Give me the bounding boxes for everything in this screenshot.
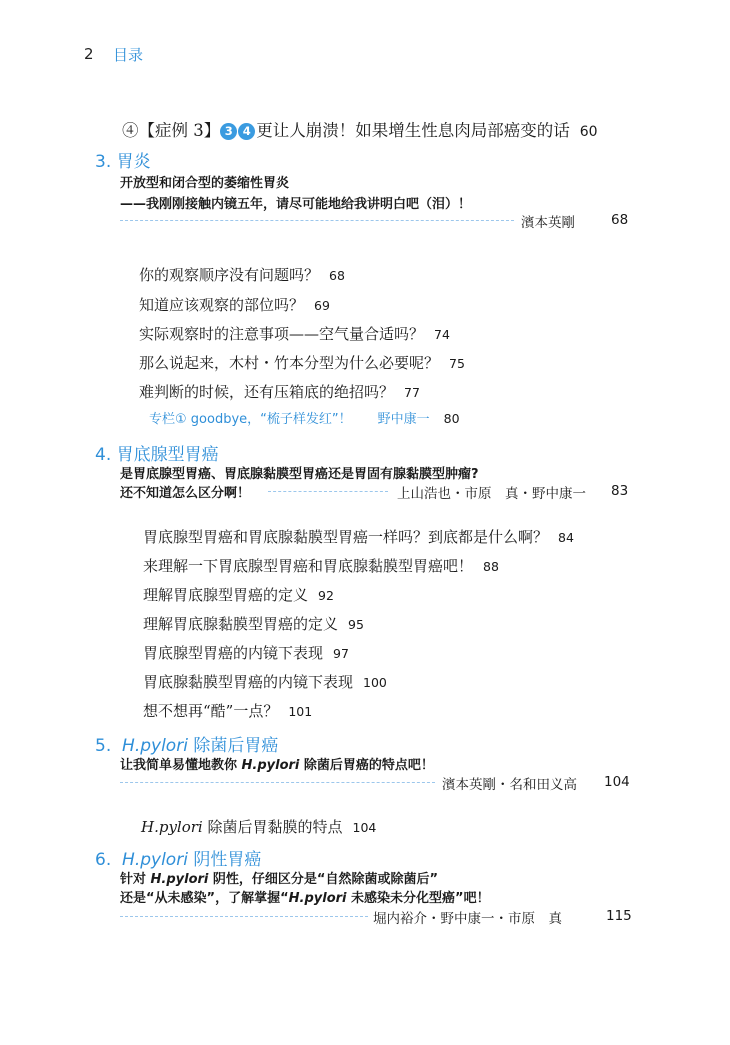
section-6-subtitle-2-italic: H.pylori — [288, 891, 347, 906]
toc-item-italic: H.pylori — [141, 818, 203, 836]
section-6-subtitle-1b: 阴性，仔细区分是“自然除菌或除菌后” — [208, 872, 439, 887]
toc-item[interactable] — [139, 352, 465, 373]
section-5-subtitle-b: 除菌后胃癌的特点吧！ — [299, 758, 434, 773]
section-5-subtitle — [120, 754, 434, 773]
toc-item-page: 74 — [434, 327, 450, 342]
intro-entry[interactable] — [122, 117, 598, 141]
section-4-author: 上山浩也・市原 真・野中康一 — [397, 486, 586, 502]
section-5-title-italic: H.pylori — [122, 736, 188, 756]
section-4-subtitle-1: 是胃底腺型胃癌、胃底腺黏膜型胃癌还是胃固有腺黏膜型肿瘤? — [120, 467, 479, 482]
toc-item[interactable] — [141, 816, 376, 837]
case-badge-3: 3 — [220, 123, 237, 140]
toc-item[interactable] — [139, 323, 450, 344]
toc-item-page: 104 — [352, 820, 377, 835]
leader-dots — [268, 491, 388, 492]
section-3-page: 68 — [611, 212, 629, 228]
intro-text: 更让人崩溃！如果增生性息肉局部癌变的话 — [256, 121, 570, 140]
toc-item-page: 77 — [404, 385, 420, 400]
toc-item-page: 69 — [314, 298, 330, 313]
toc-item[interactable] — [143, 555, 499, 576]
column-label: 专栏① goodbye，“梳子样发红”！ — [149, 412, 352, 427]
section-5-subtitle-italic: H.pylori — [241, 758, 300, 773]
section-6-subtitle-2a: 还是“从未感染”，了解掌握“ — [120, 891, 289, 906]
toc-item[interactable] — [139, 381, 420, 402]
toc-item[interactable] — [143, 700, 312, 721]
toc-item-text: 除菌后胃黏膜的特点 — [202, 818, 343, 836]
toc-item-text: 想不想再“酷”一点？ — [143, 702, 279, 720]
toc-item-page: 88 — [483, 559, 499, 574]
column-entry[interactable] — [149, 408, 460, 427]
page-number: 2 — [84, 45, 94, 63]
toc-item-page: 101 — [288, 704, 313, 719]
section-6-number: 6. — [95, 850, 112, 870]
column-author: 野中康一 — [377, 412, 430, 427]
toc-item-text: 胃底腺型胃癌的内镜下表现 — [143, 644, 324, 662]
toc-item-page: 97 — [333, 646, 349, 661]
toc-item-text: 胃底腺型胃癌和胃底腺黏膜型胃癌一样吗？到底都是什么啊？ — [143, 528, 549, 546]
section-4-page: 83 — [611, 483, 629, 499]
toc-item-text: 知道应该观察的部位吗？ — [139, 296, 305, 314]
section-6-subtitle-1 — [120, 868, 438, 887]
toc-item-page: 84 — [558, 530, 574, 545]
toc-item[interactable] — [143, 642, 349, 663]
column-page: 80 — [443, 411, 460, 426]
toc-item[interactable] — [143, 613, 364, 634]
case-badge-4: 4 — [238, 123, 255, 140]
toc-item-text: 理解胃底腺黏膜型胃癌的定义 — [143, 615, 339, 633]
section-6-subtitle-2 — [120, 887, 490, 906]
section-5-author: 濱本英剛・名和田义高 — [442, 777, 577, 793]
section-6-title-rest: 阴性胃癌 — [187, 850, 262, 870]
section-5-title-rest: 除菌后胃癌 — [187, 736, 279, 756]
toc-item-page: 75 — [449, 356, 465, 371]
section-6-author: 堀内裕介・野中康一・市原 真 — [373, 911, 562, 927]
leader-dots — [120, 220, 514, 221]
toc-item-text: 难判断的时候，还有压箱底的绝招吗？ — [139, 383, 395, 401]
section-6-subtitle-2b: 未感染未分化型癌”吧！ — [346, 891, 490, 906]
section-6-subtitle-1-italic: H.pylori — [150, 872, 209, 887]
toc-item[interactable] — [143, 584, 334, 605]
leader-dots — [120, 782, 435, 783]
toc-item-text: 理解胃底腺型胃癌的定义 — [143, 586, 309, 604]
section-6-title[interactable] — [95, 845, 261, 870]
section-3-subtitle-1: 开放型和闭合型的萎缩性胃炎 — [120, 176, 290, 191]
toc-item-text: 胃底腺黏膜型胃癌的内镜下表现 — [143, 673, 354, 691]
section-3-title[interactable]: 3. 胃炎 — [95, 152, 151, 172]
intro-page: 60 — [579, 124, 598, 140]
intro-prefix: ④【症例 3】 — [122, 121, 221, 140]
section-4-subtitle-2: 还不知道怎么区分啊！ — [120, 486, 251, 501]
toc-item-page: 100 — [363, 675, 387, 690]
section-6-page: 115 — [606, 908, 632, 924]
toc-item-page: 92 — [318, 588, 334, 603]
toc-item-text: 来理解一下胃底腺型胃癌和胃底腺黏膜型胃癌吧！ — [143, 557, 474, 575]
section-3-subtitle-2: ——我刚刚接触内镜五年，请尽可能地给我讲明白吧（泪）！ — [120, 197, 472, 212]
toc-item-page: 95 — [348, 617, 364, 632]
toc-item[interactable] — [143, 526, 574, 547]
section-6-title-italic: H.pylori — [122, 850, 188, 870]
leader-dots — [120, 916, 368, 917]
toc-item-text: 实际观察时的注意事项——空气量合适吗？ — [139, 325, 425, 343]
section-5-subtitle-a: 让我简单易懂地教你 — [120, 758, 242, 773]
toc-item-text: 你的观察顺序没有问题吗？ — [139, 266, 320, 284]
section-5-page: 104 — [604, 774, 630, 790]
toc-item[interactable] — [139, 294, 330, 315]
header-title: 目录 — [113, 46, 144, 64]
section-5-title[interactable] — [95, 731, 278, 756]
toc-item[interactable] — [139, 264, 345, 285]
section-3-author: 濱本英剛 — [521, 215, 575, 231]
toc-item[interactable] — [143, 671, 387, 692]
section-6-subtitle-1a: 针对 — [120, 872, 151, 887]
toc-item-text: 那么说起来，木村・竹本分型为什么必要呢？ — [139, 354, 440, 372]
section-4-title[interactable]: 4. 胃底腺型胃癌 — [95, 445, 219, 465]
section-5-number: 5. — [95, 736, 112, 756]
toc-item-page: 68 — [329, 268, 345, 283]
